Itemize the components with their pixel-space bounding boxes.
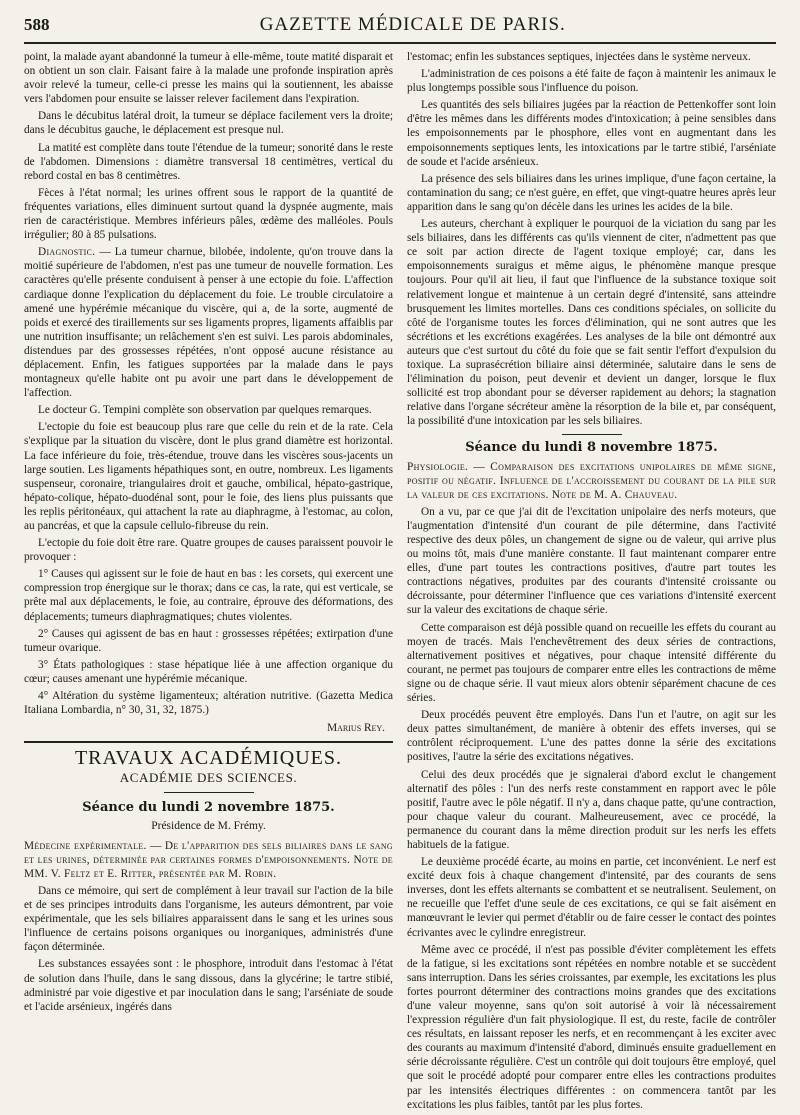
paragraph: Les auteurs, cherchant à expliquer le pourquoi de la viciation du sang par les sels biliaires, dans les différents cas qu'ils viennent de citer, n'admettent pas que ce soit par action directe de l'agent toxique employé; car, dans les empoisonnements suraigus et même aigus, le phénomène manque presque toujours. Pour qu'il ait lieu, il faut que l'influence de la substance toxique soit relativement longue et maintenue à un certain degré d'intensité, sans atteindre brusquement les limites mortelles. Dans ces conditions spéciales, on sollicite du côté de l'organisme toutes les forces d'élimination, qui ne sont autres que les sécrétions et les excrétions exagérées. Les analyses de la bile ont démontré aux auteurs que c'est surtout du côté du foie que se fait sentir l'effort d'expulsion du toxique. La suprasécrétion biliaire ainsi déterminée, salutaire dans le sens de l'élimination du poison, peut devenir et devient un danger, lorsque le flux sollicité est trop abondant pour se déverser rapidement au dehors; la stagnation relative dans l'organe sécréteur amène la résorption de la bile et, par conséquent, la possibilité d'une intoxication par les sels biliaires. <box>407 218 776 428</box>
paragraph: Le deuxième procédé écarte, au moins en partie, cet inconvénient. Le nerf est excité deux fois à chaque changement d'intensité, par des courants de sens inverses, dont les effets alternants se combattent et se neutralisent. Seulement, on ne recueille que l'effet d'une seule de ces excitations, ce qui se fait aisément en manœuvrant le levier qui permet d'établir ou de faire cesser le contact des pointes écrivantes avec le cylindre enregistreur. <box>407 856 776 939</box>
paragraph: l'estomac; enfin les substances septiques, injectées dans le système nerveux. <box>407 51 751 63</box>
paragraph: La présence des sels biliaires dans les urines implique, d'une façon certaine, la contamination du sang; ce n'est guère, en effet, que vingt-quatre heures après leur apparition dans le sang qu'on décèle dans les urines les acides de la bile. <box>407 172 776 213</box>
signature: Marius Rey. <box>327 722 385 735</box>
seance-heading: Séance du lundi 8 novembre 1875. <box>465 440 718 456</box>
diagnostic-paragraph <box>24 245 393 400</box>
paragraph: Les quantités des sels biliaires jugées par la réaction de Pettenkoffer sont loin d'être les mêmes dans les différents modes d'intoxication; à peine sensibles dans les empoisonnements par le phosphore, elles vont en augmentant dans les empoisonnements septiques lents, les intoxications par le tartre stibié, l'arséniate de soude et l'acide arsénieux. <box>407 99 776 168</box>
paragraph: 4° Altération du système ligamenteux; altération nutritive. (Gazetta Medica Italiana Lombardia, n° 30, 31, 32, 1875.) <box>24 690 393 717</box>
seance-heading: Séance du lundi 2 novembre 1875. <box>82 799 335 815</box>
academy-title: ACADÉMIE DES SCIENCES. <box>119 770 298 786</box>
page-header <box>24 14 776 40</box>
diagnostic-label: Diagnostic. <box>38 246 96 259</box>
paragraph: Dans le décubitus latéral droit, la tumeur se déplace facilement vers la droite; dans le décubitus gauche, le déplacement est presque nul. <box>24 110 393 137</box>
paragraph: 3° États pathologiques : stase hépatique liée à une affection organique du cœur; causes amenant une hypérémie mécanique. <box>24 658 393 685</box>
right-column <box>407 50 776 1110</box>
presidence: Présidence de M. Frémy. <box>151 819 266 832</box>
article-label: Physiologie. <box>407 460 469 473</box>
paragraph: L'administration de ces poisons a été faite de façon à maintenir les animaux le plus longtemps possible sous l'influence du poison. <box>407 68 776 95</box>
paragraph: Les substances essayées sont : le phosphore, introduit dans l'estomac à l'état de solution dans l'huile, dans le sang dissous, dans la glycérine; le tartre stibié, administré par voie digestive et par inoculation dans le sang; l'arséniate de soude et l'acide arsénieux, ingérés dans <box>24 958 393 1013</box>
article-title: — De l'apparition des sels biliaires dans le sang et les urines, déterminée par certaines formes d'empoisonnements. Note de MM. V. Feltz et E. Ritter, présentée par M. Robin. <box>24 839 393 880</box>
page-number: 588 <box>24 15 50 34</box>
paragraph: Même avec ce procédé, il n'est pas possible d'éviter complètement les effets de la fatigue, si les excitations sont répétées en nombre notable et se succèdent sans interruption. Dans les séries croissantes, par exemple, les excitations les plus fortes pourront déterminer des contractions moins grandes que des excitations d'une valeur moyenne, sans qu'on soit autorisé à voir là nécessairement l'expression régulière d'un fait physiologique. Il est, du reste, facile de contrôler ces résultats, en laissant reposer les nerfs, et en recommençant à les exciter avec des courants au maximum d'intensité d'abord, diminués ensuite graduellement en série décroissante régulière. C'est un contrôle qui doit toujours être employé, quel que soit le procédé adopté pour comparer entre elles les contractions produites par les intensités électriques différentes : on commencera tantôt par les excitations les plus faibles, tantôt par les plus fortes. <box>407 943 776 1110</box>
left-column <box>24 50 393 1110</box>
header-rule <box>24 42 776 44</box>
short-rule <box>562 434 622 435</box>
article-heading <box>24 839 393 881</box>
article-heading <box>407 460 776 502</box>
section-title: TRAVAUX ACADÉMIQUES. <box>74 747 343 770</box>
paragraph: L'ectopie du foie doit être rare. Quatre groupes de causes paraissent pouvoir le provoquer : <box>24 537 393 564</box>
paragraph: point, la malade ayant abandonné la tumeur à elle-même, toute matité disparait et on obtient un son clair. Faisant faire à la malade une profonde inspiration après avoir relevé la tumeur, celle-ci presse les mains qui la soutiennent, les abaisse vers l'abdomen pour ensuite se laisser relever facilement dans l'expiration. <box>24 51 393 106</box>
paragraph: On a vu, par ce que j'ai dit de l'excitation unipolaire des nerfs moteurs, que l'augmentation d'intensité d'un courant de pile détermine, dans l'activité respective des deux pôles, un changement de signe ou de valeur, qui arrive plus ou moins tôt, mais d'une manière constante. Il faut maintenant comparer entre elles, d'une part toutes les contractions positives, d'autre part toutes les contractions négatives, produites par des courants d'intensité croissante ou décroissante, pour déterminer l'influence que ces variations d'intensité exercent sur la valeur des excitations de chaque série. <box>407 505 776 617</box>
paragraph: La matité est complète dans toute l'étendue de la tumeur; sonorité dans le reste de l'abdomen. Dimensions : diamètre transversal 18 centimètres, vertical du rebord costal en bas 8 centimètres. <box>24 141 393 182</box>
paragraph: Cette comparaison est déjà possible quand on recueille les effets du courant au moyen de tracés. Mais l'enchevêtrement des deux séries de contractions, alternativement positives et négatives, pour chaque intensité différente du courant, ne permet pas toujours de comparer entre elles les contractions de même signe ou de chaque série. Il vaut mieux alors obtenir séparément chacune de ces séries. <box>407 621 776 705</box>
paragraph: Deux procédés peuvent être employés. Dans l'un et l'autre, on agit sur les deux pattes simultanément, de manière à obtenir des effets inverses, qui se contrôlent réciproquement. L'une des pattes donne la série des excitations positives, l'autre la série des excitations négatives. <box>407 709 776 764</box>
paragraph: 2° Causes qui agissent de bas en haut : grossesses répétées; extirpation d'une tumeur ovarique. <box>24 627 393 654</box>
short-rule <box>164 792 254 793</box>
paragraph: Fèces à l'état normal; les urines offrent sous le rapport de la quantité de fréquentes variations, elles diminuent surtout quand la dyspnée augmente, mais rien de caractéristique. Membres inférieurs pâles, œdème des malléoles. Pouls irrégulier; 80 à 85 pulsations. <box>24 186 393 242</box>
paragraph: Celui des deux procédés que je signalerai d'abord exclut le changement alternatif des pôles : l'un des nerfs reste constamment en rapport avec le pôle positif, l'autre avec le pôle négatif. Il n'y a, dans chaque patte, qu'une contraction, pour chaque valeur du courant. Malheureusement, avec ce procédé, la permanence du courant dans la même direction produit sur les nerfs les effets habituels de la fatigue. <box>407 768 776 851</box>
paragraph: 1° Causes qui agissent sur le foie de haut en bas : les corsets, qui exercent une compression trop énergique sur le thorax; dans ce cas, la rate, qui est verticale, se prête mal aux déplacements, le foie, au contraire, éprouve des déformations, des déplacements; tumeurs diaphragmatiques; chutes violentes. <box>24 568 393 623</box>
paragraph: L'ectopie du foie est beaucoup plus rare que celle du rein et de la rate. Cela s'explique par la situation du viscère, dont le plus grand diamètre est horizontal. La face inférieure du foie, très-étendue, trouve dans les viscères sous-jacents un large soutien. Les ligaments hépathiques sont, en outre, nombreux. Les ligaments suspenseur, coronaire, triangulaires droit et gauche, ombilical, hépato-gastrique, hépato-colique, hépato-duodénal sont, pour le foie, des liens plus puissants que les replis péritonéaux, qui attachent la rate au diaphragme, à l'estomac, au colon, au pancréas, et que la capsule cellulo-fibreuse du rein. <box>24 421 393 532</box>
paragraph: Le docteur G. Tempini complète son observation par quelques remarques. <box>38 404 372 417</box>
columns <box>24 50 776 1110</box>
article-title: — Comparaison des excitations unipolaires de même signe, positif ou négatif. Influence de l'accroissement du courant de la pile sur la valeur de ces excitations. Note de M. A. Chauveau. <box>407 460 776 501</box>
journal-title: GAZETTE MÉDICALE DE PARIS. <box>259 14 566 35</box>
article-label: Médecine expérimentale. <box>24 839 147 852</box>
section-rule <box>24 741 393 743</box>
paragraph: Dans ce mémoire, qui sert de complément à leur travail sur l'action de la bile et de ses principes introduits dans l'organisme, les auteurs démontrent, par voie expérimentale, que les sels biliaires apparaissent dans le sang et les urines sous l'influence de certains poisons organiques ou inorganiques, administrés d'une façon déterminée. <box>24 884 393 954</box>
diagnostic-text: — La tumeur charnue, bilobée, indolente, qu'on trouve dans la moitié supérieure de l'abdomen, n'est pas une tumeur de nouvelle formation. Les caractères qu'elle présente conduisent à penser à une ectopie du foie. L'affection cardiaque donne l'explication du déplacement du foie. Le trouble circulatoire a amené une hypérémie mécanique du viscère, qui a, de la sorte, augmenté de poids et exercé des tiraillements sur ses ligaments propres, ligaments affaiblis par une nutrition insuffisante; un relâchement s'en est suivi. Les parois abdominales, distendues par des grossesses répétées, n'ont opposé aucune résistance au déplacement. Enfin, les fatigues supportées par la malade dans le pays montagneux qu'elle habite ont pu avoir une part dans le développement de l'affection. <box>24 246 393 400</box>
